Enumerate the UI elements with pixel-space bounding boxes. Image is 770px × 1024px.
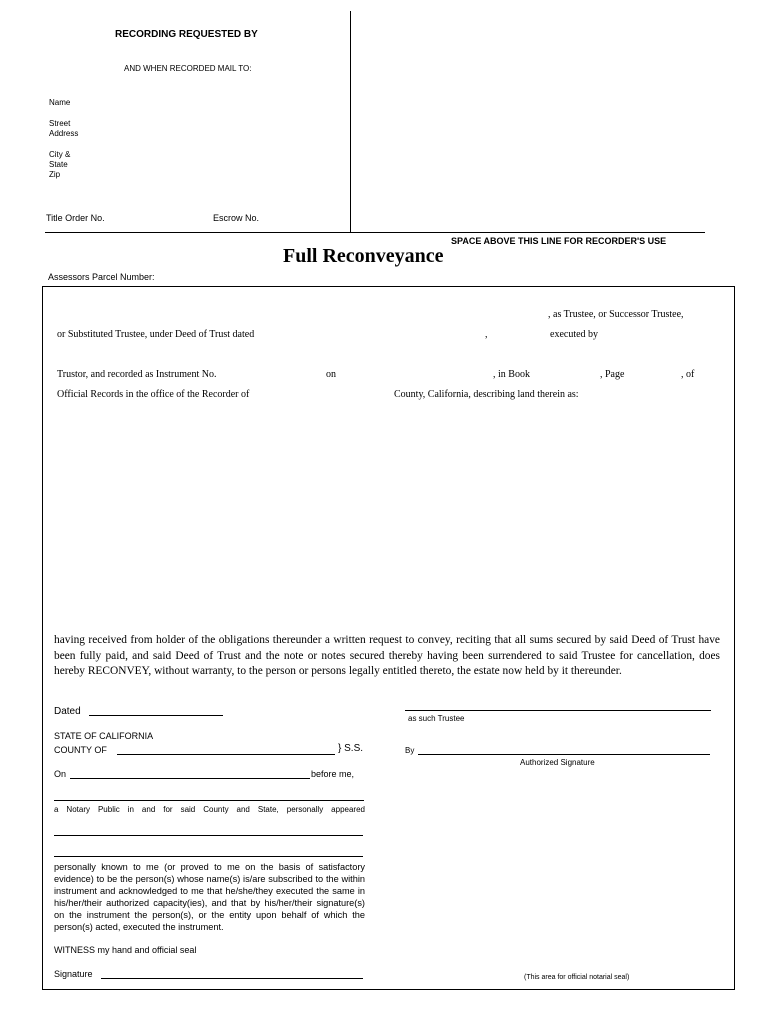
address-label: Address	[49, 129, 79, 138]
dated-label: Dated	[54, 706, 81, 717]
as-such-trustee: as such Trustee	[408, 714, 465, 723]
space-above-line-label: SPACE ABOVE THIS LINE FOR RECORDER'S USE	[451, 236, 667, 246]
authorized-signature-label: Authorized Signature	[520, 758, 595, 767]
official-records-text: Official Records in the office of the Recorder of	[57, 389, 250, 400]
state-label: State	[49, 160, 68, 169]
trustor-recorded-text: Trustor, and recorded as Instrument No.	[57, 369, 217, 380]
before-me-label: before me,	[311, 769, 355, 779]
notary-name-line[interactable]	[54, 800, 364, 801]
appeared-line-2[interactable]	[54, 856, 363, 857]
street-label: Street	[49, 119, 71, 128]
title-order-label: Title Order No.	[46, 213, 105, 223]
when-recorded-mail-to: AND WHEN RECORDED MAIL TO:	[124, 64, 252, 73]
on-text: on	[326, 369, 336, 380]
page-text: , Page	[600, 369, 625, 380]
notary-signature-line[interactable]	[101, 978, 363, 979]
authorized-signature-line[interactable]	[418, 754, 710, 755]
apn-label: Assessors Parcel Number:	[48, 272, 155, 282]
header-vertical-divider	[350, 11, 351, 232]
state-of-california: STATE OF CALIFORNIA	[54, 731, 154, 741]
substituted-trustee-text: or Substituted Trustee, under Deed of Trust dated	[57, 329, 255, 340]
notarial-seal-area-label: (This area for official notarial seal)	[524, 974, 630, 981]
of-text: , of	[681, 369, 695, 380]
city-label: City &	[49, 150, 71, 159]
notary-public-text: a Notary Public in and for said County and State, personally appeared	[54, 805, 365, 814]
reconvey-paragraph: having received from holder of the obligations thereunder a written request to convey, reciting that all sums secured by said Deed of Trust have been fully paid, and said Deed of Trust and the note or notes secured thereby having been surrendered to said Trustee for cancellation, does hereby RECONVEY, without warranty, to the person or persons legally entitled thereto, the estate now held by it thereunder.	[54, 634, 720, 678]
county-california-text: County, California, describing land therein as:	[394, 389, 579, 400]
personally-known-paragraph: personally known to me (or proved to me on the basis of satisfactory evidence) to be the person(s) whose name(s) is/are subscribed to the within instrument and acknowledged to me that he/she/they executed the same in his/her/their authorized capacity(ies), and that by his/her/their signature(s) on the instrument the person(s), or the entity upon behalf of which the person(s) acted, executed the instrument.	[54, 862, 365, 932]
signature-label: Signature	[54, 969, 93, 979]
zip-label: Zip	[49, 170, 61, 179]
on-label: On	[54, 769, 67, 779]
witness-text: WITNESS my hand and official seal	[54, 945, 197, 955]
recorder-use-line	[45, 232, 705, 233]
county-of-label: COUNTY OF	[54, 745, 107, 755]
name-label: Name	[49, 98, 71, 107]
escrow-label: Escrow No.	[213, 213, 260, 223]
document-title: Full Reconveyance	[283, 245, 444, 267]
county-line[interactable]	[117, 754, 335, 755]
as-trustee-text: , as Trustee, or Successor Trustee,	[548, 309, 684, 320]
dated-line[interactable]	[89, 715, 223, 716]
dated-comma: ,	[485, 329, 488, 340]
recording-requested-by: RECORDING REQUESTED BY	[115, 29, 258, 40]
ss-label: } S.S.	[338, 743, 364, 754]
appeared-line-1[interactable]	[54, 835, 363, 836]
on-date-line[interactable]	[70, 778, 310, 779]
by-label: By	[405, 746, 415, 755]
executed-by-text: executed by	[550, 329, 599, 340]
in-book-text: , in Book	[493, 369, 530, 380]
trustee-line[interactable]	[405, 710, 711, 711]
